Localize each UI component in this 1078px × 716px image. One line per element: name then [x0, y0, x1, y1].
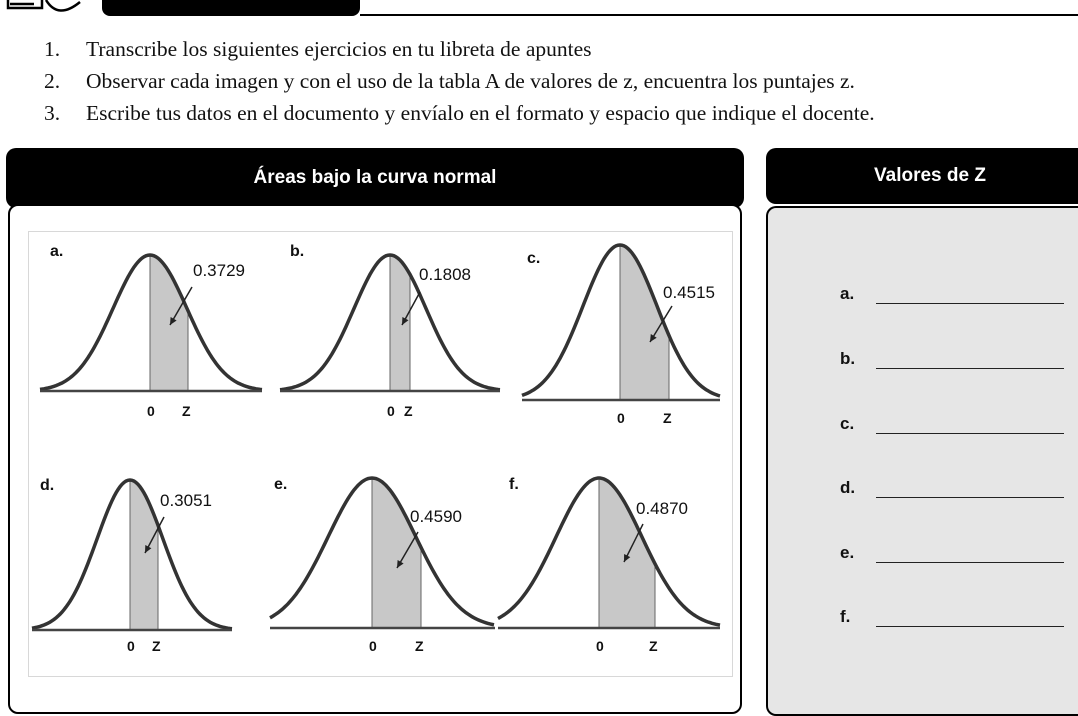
z-label: Z	[152, 638, 161, 654]
answer-label: f.	[840, 607, 851, 626]
answer-label: d.	[840, 478, 856, 497]
zero-label: 0	[369, 638, 377, 654]
area-value: 0.4590	[410, 507, 462, 526]
instruction-item: 2. Observar cada imagen y con el uso de la tabla A de valores de z, encuentra los puntajes z.	[44, 69, 855, 93]
figure-letter: c.	[527, 250, 541, 267]
zero-label: 0	[127, 638, 135, 654]
z-values-header: Valores de Z	[766, 148, 1078, 204]
figure-letter: e.	[274, 476, 288, 493]
zero-label: 0	[617, 410, 625, 426]
answer-blank[interactable]	[876, 303, 1064, 304]
instruction-item: 3. Escribe tus datos en el documento y envíalo en el formato y espacio que indique el docente.	[44, 101, 875, 125]
area-value: 0.3729	[193, 261, 245, 280]
figure-letter: b.	[290, 243, 305, 260]
answer-blank[interactable]	[876, 562, 1064, 563]
zero-label: 0	[387, 403, 395, 419]
area-value: 0.3051	[160, 491, 212, 510]
answer-label: b.	[840, 349, 856, 368]
answer-label: e.	[840, 543, 855, 562]
answer-blank[interactable]	[876, 497, 1064, 498]
figure-letter: d.	[40, 477, 55, 494]
area-value: 0.4515	[663, 283, 715, 302]
z-label: Z	[649, 638, 658, 654]
z-label: Z	[415, 638, 424, 654]
z-label: Z	[182, 403, 191, 419]
zero-label: 0	[147, 403, 155, 419]
area-value: 0.1808	[419, 265, 471, 284]
answer-blank[interactable]	[876, 433, 1064, 434]
answer-blank[interactable]	[876, 626, 1064, 627]
area-value: 0.4870	[636, 499, 688, 518]
zero-label: 0	[596, 638, 604, 654]
z-values-panel	[766, 206, 1078, 716]
answer-label: a.	[840, 284, 855, 303]
shaded-area	[390, 255, 410, 391]
shaded-area	[130, 480, 158, 630]
figure-letter: f.	[509, 476, 519, 493]
areas-header: Áreas bajo la curva normal	[6, 148, 744, 208]
answer-label: c.	[840, 414, 855, 433]
z-label: Z	[663, 410, 672, 426]
instruction-item: 1. Transcribe los siguientes ejercicios en tu libreta de apuntes	[44, 37, 592, 61]
answer-blank[interactable]	[876, 368, 1064, 369]
z-label: Z	[404, 403, 413, 419]
figure-letter: a.	[50, 243, 64, 260]
shaded-area	[150, 255, 188, 391]
